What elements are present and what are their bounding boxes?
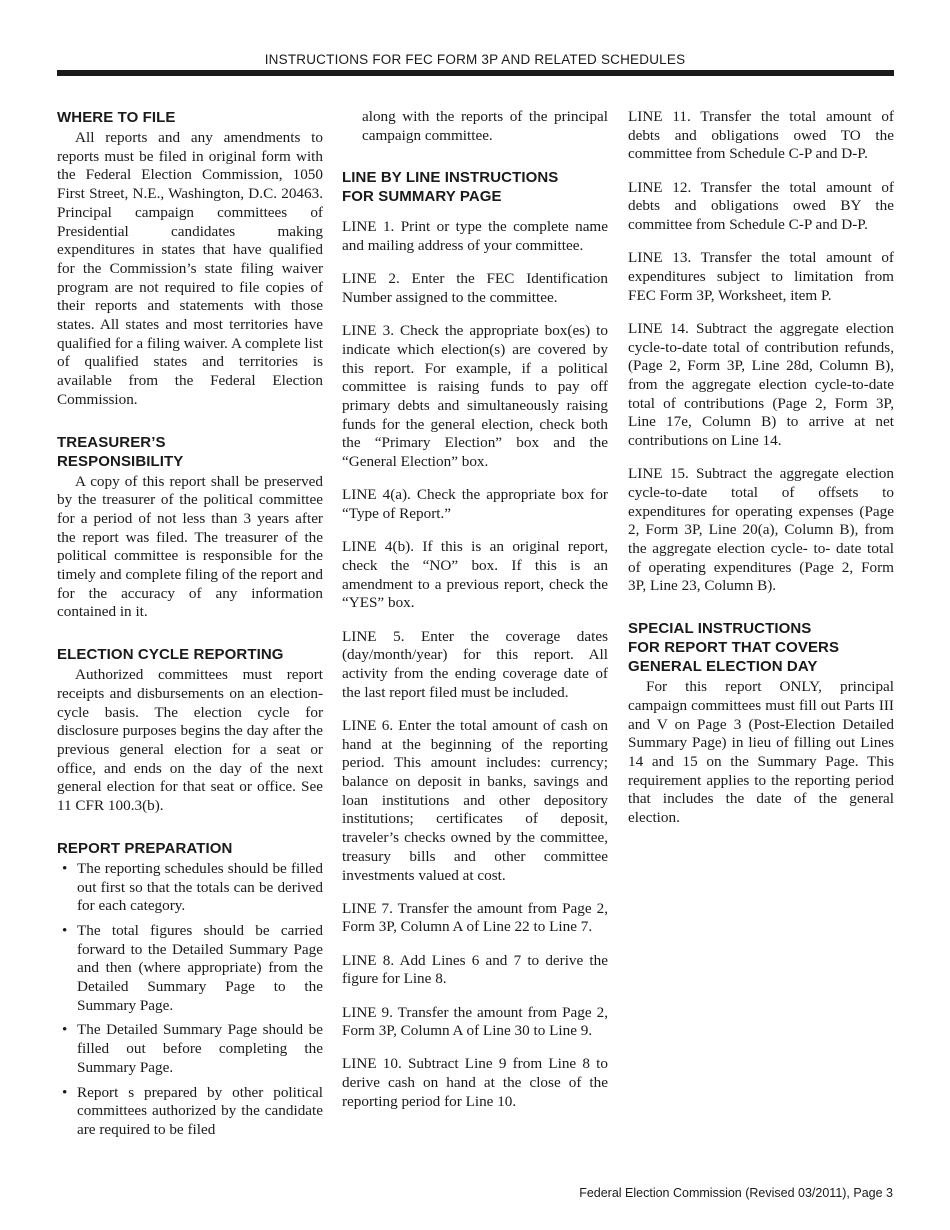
line-15-instruction: LINE 15. Subtract the aggregate election cycle-to-date total of offsets to expenditures for operating expenses (Page 2, Form 3P, Line 20(a), Column B), from the aggregate election cycle- to- date total of operating expenditures (Page 2, Form 3P, Line 23, Column B).: [628, 465, 894, 595]
list-item-text: The Detailed Summary Page should be filled out before completing the Summary Page.: [77, 1021, 323, 1076]
line-3-instruction: LINE 3. Check the appropriate box(es) to indicate which election(s) are covered by this report. For example, if a political committee is raising funds to pay off primary debts and simultaneously raising funds for the general election, check both the “Primary Election” box and the “General Election” box.: [342, 322, 608, 471]
list-item-text: The total figures should be carried forward to the Detailed Summary Page and then (where appropriate) from the Detailed Summary Page to the Summary Page.: [77, 921, 323, 1014]
column-1: [57, 108, 323, 1146]
line-12-instruction: LINE 12. Transfer the total amount of debts and obligations owed BY the committee from Schedule C-P and D-P.: [628, 178, 894, 234]
list-item: [57, 860, 323, 916]
line-by-line-heading-line1: LINE BY LINE INSTRUCTIONS: [342, 169, 559, 187]
line-by-line-heading: [342, 168, 608, 206]
column-2: [342, 108, 608, 1112]
line-7-instruction: LINE 7. Transfer the amount from Page 2, Form 3P, Column A of Line 22 to Line 7.: [342, 899, 608, 936]
special-instructions-body: For this report ONLY, principal campaign committees must fill out Parts III and V on Page 3 (Post-Election Detailed Summary Page) in lieu of filling out Lines 14 and 15 on the Summary Page. This requirement applies to the reporting period that includes the date of the general election.: [628, 678, 894, 827]
election-cycle-body: Authorized committees must report receipts and disbursements on an election-cycle basis. The election cycle for disclosure purposes begins the day after the previous general election for a seat or office, and ends on the day of the next general election for that seat or office. See 11 CFR 100.3(b).: [57, 666, 323, 815]
line-8-instruction: LINE 8. Add Lines 6 and 7 to derive the figure for Line 8.: [342, 951, 608, 988]
line-9-instruction: LINE 9. Transfer the amount from Page 2, Form 3P, Column A of Line 30 to Line 9.: [342, 1003, 608, 1040]
where-to-file-body: All reports and any amendments to reports must be filed in original form with the Federal Election Commission, 1050 First Street, N.E., Washington, D.C. 20463. Principal campaign committees of Presidential candidates making expenditures in states that have qualified for the Commission’s state filing waiver program are not required to file copies of their reports and statements with those states. All states and most territories have qualified for a filing waiver. A complete list of qualified states and territories is available from the Federal Election Commission.: [57, 129, 323, 408]
line-2-instruction: LINE 2. Enter the FEC Identification Number assigned to the committee.: [342, 270, 608, 307]
section-report-preparation: [57, 839, 323, 1140]
section-election-cycle: [57, 645, 323, 816]
bullet-icon: •: [62, 1021, 68, 1039]
bullet-icon: •: [62, 859, 68, 877]
line-6-instruction: LINE 6. Enter the total amount of cash on hand at the beginning of the reporting period. This amount includes: currency; balance on deposit in banks, savings and loan institutions and other depository institutions; certificates of deposit, traveler’s checks owned by the committee, treasury bills and other committee investments valued at cost.: [342, 716, 608, 884]
header-rule: [57, 70, 894, 76]
treasurer-heading-line2: RESPONSIBILITY: [57, 452, 184, 470]
line-11-instruction: LINE 11. Transfer the total amount of debts and obligations owed TO the committee from Schedule C-P and D-P.: [628, 108, 894, 163]
list-item: [57, 1021, 323, 1077]
section-where-to-file: [57, 108, 323, 410]
special-heading-line2: FOR REPORT THAT COVERS: [628, 639, 840, 657]
list-item-text: The reporting schedules should be filled out first so that the totals can be derived for each category.: [77, 859, 323, 915]
special-heading-line3: GENERAL ELECTION DAY: [628, 658, 818, 676]
list-item: [57, 1084, 323, 1140]
line-1-instruction: LINE 1. Print or type the complete name and mailing address of your committee.: [342, 218, 608, 255]
bullet-icon: •: [62, 921, 68, 939]
treasurer-body: A copy of this report shall be preserved by the treasurer of the political committee for a period of not less than 3 years after the report was filed. The treasurer of the political committee is responsible for the timely and complete filing of the report and for the accuracy of any information contained in it.: [57, 472, 323, 621]
report-preparation-list: [57, 860, 323, 1140]
list-item-text: Report s prepared by other political committees authorized by the candidate are required to be filed: [77, 1083, 323, 1138]
line-4a-instruction: LINE 4(a). Check the appropriate box for “Type of Report.”: [342, 486, 608, 523]
page-footer: Federal Election Commission (Revised 03/2011), Page 3: [579, 1186, 893, 1200]
column-3: [628, 108, 894, 828]
report-preparation-heading: REPORT PREPARATION: [57, 839, 233, 857]
special-heading-line1: SPECIAL INSTRUCTIONS: [628, 620, 812, 638]
special-instructions-heading: [628, 619, 894, 676]
section-special-instructions: [628, 619, 894, 828]
where-to-file-heading: WHERE TO FILE: [57, 109, 176, 126]
line-13-instruction: LINE 13. Transfer the total amount of expenditures subject to limitation from FEC Form 3P, Worksheet, item P.: [628, 249, 894, 304]
treasurer-heading: [57, 433, 323, 471]
line-10-instruction: LINE 10. Subtract Line 9 from Line 8 to derive cash on hand at the close of the reporting period for Line 10.: [342, 1055, 608, 1110]
election-cycle-heading: ELECTION CYCLE REPORTING: [57, 646, 284, 664]
line-14-instruction: LINE 14. Subtract the aggregate election cycle-to-date total of contribution refunds, (Page 2, Form 3P, Line 28d, Column B), from the aggregate election cycle-to-date total of contributions (Page 2, Form 3P, Line 17e, Column B) to arrive at net contributions on Line 14.: [628, 319, 894, 450]
page-header: INSTRUCTIONS FOR FEC FORM 3P AND RELATED SCHEDULES: [264, 52, 686, 67]
bullet-icon: •: [62, 1083, 68, 1101]
line-5-instruction: LINE 5. Enter the coverage dates (day/month/year) for this report. All activity from the ending coverage date of the last report filed must be included.: [342, 627, 608, 701]
line-by-line-heading-line2: FOR SUMMARY PAGE: [342, 188, 502, 206]
line-4b-instruction: LINE 4(b). If this is an original report, check the “NO” box. If this is an amendment to a previous report, check the “YES” box.: [342, 538, 608, 612]
list-item: [57, 922, 323, 1016]
report-preparation-continuation: along with the reports of the principal campaign committee.: [362, 108, 608, 144]
treasurer-heading-line1: TREASURER’S: [57, 433, 166, 451]
section-treasurer: [57, 433, 323, 623]
